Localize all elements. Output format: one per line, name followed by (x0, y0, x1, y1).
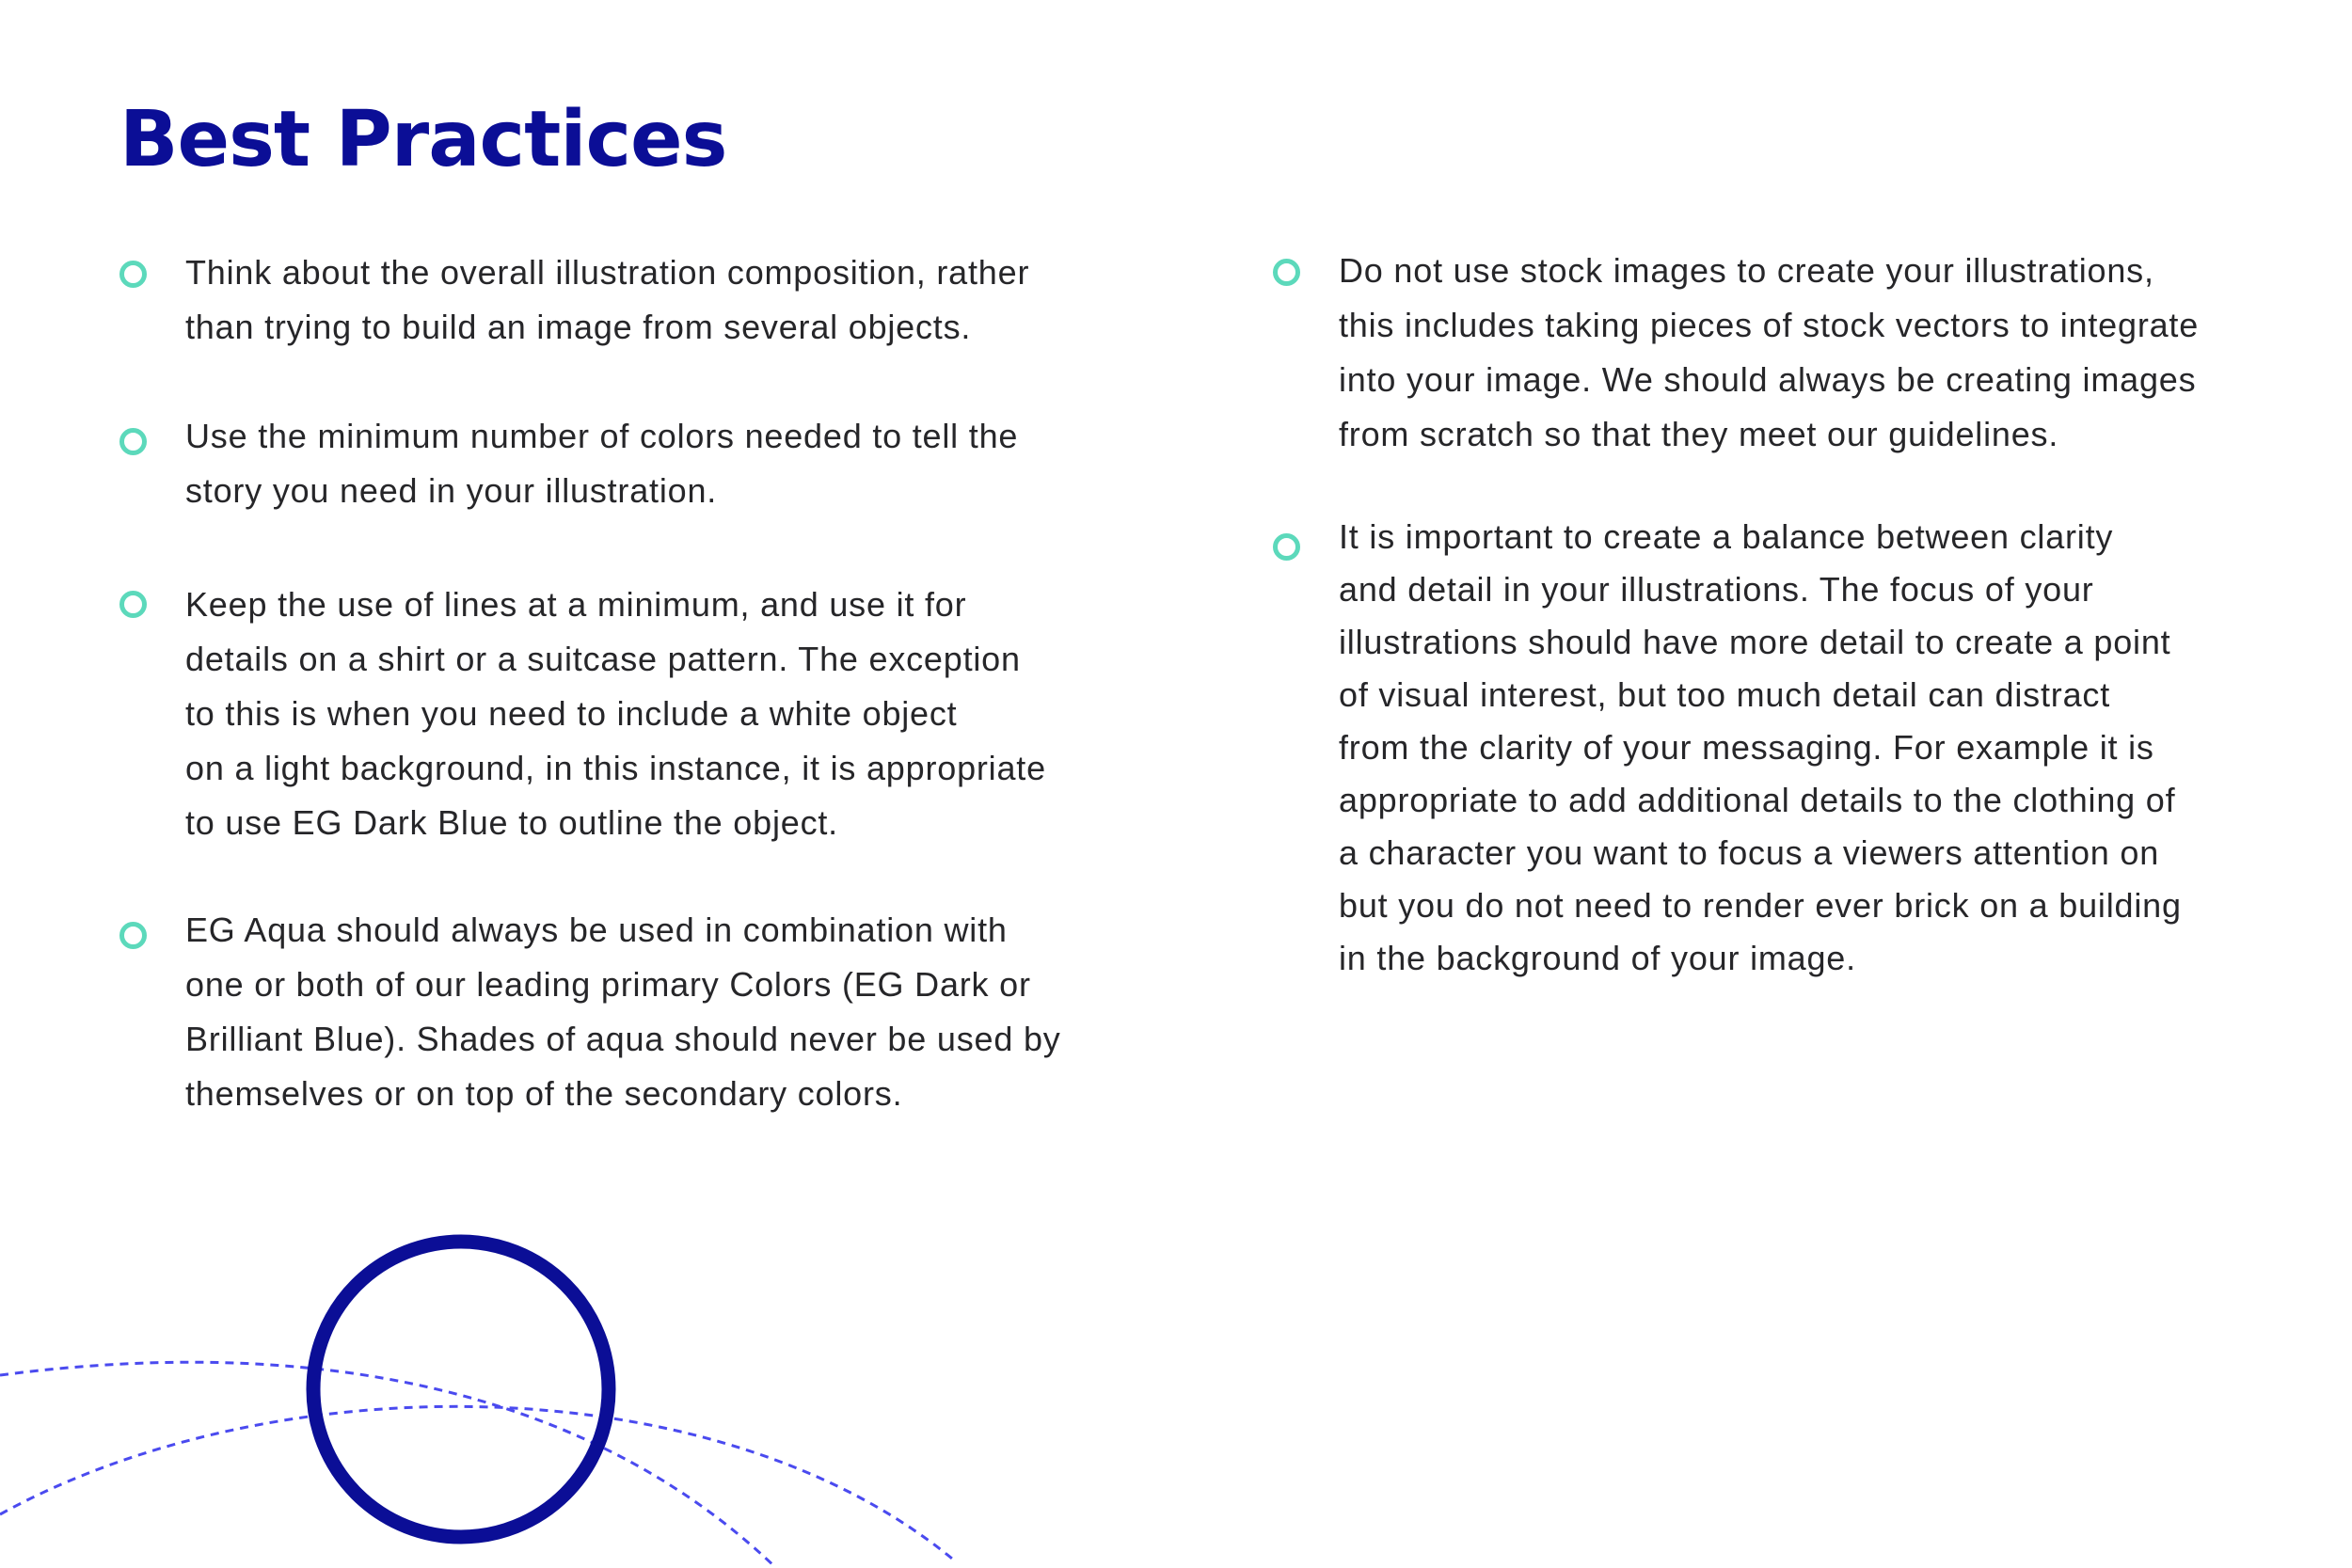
list-item-text: Do not use stock images to create your illustrations, this includes taking pieces of stock vectors to integrate into your image. We should always be creating images from scratch so that they meet our guidelines. (1339, 251, 2200, 453)
list-item-text: It is important to create a balance between clarity and detail in your illustrations. The focus of your illustrations should have more detail to create a point of visual interest, but too much detail can distract from the clarity of your messaging. For example it is appropriate to add additional details to the clothing of a character you want to focus a viewers attention on but you do not need to render ever brick on a building in the background of your image. (1339, 517, 2182, 977)
circle-outline-icon (119, 922, 147, 949)
list-item-text: Use the minimum number of colors needed to tell the story you need in your illustration. (185, 417, 1019, 510)
list-item-text: Think about the overall illustration composition, rather than trying to build an image from several objects. (185, 253, 1030, 346)
list-item-text: Keep the use of lines at a minimum, and use it for details on a shirt or a suitcase pattern. The exception to this is when you need to include a white object on a light background, in this instance, it is appropriate to use EG Dark Blue to outline the object. (185, 585, 1046, 842)
circle-outline-icon (1273, 259, 1300, 286)
circle-outline-icon (119, 428, 147, 455)
decorative-graphic (0, 1185, 1035, 1568)
dashed-arc-icon (0, 1362, 776, 1568)
circle-outline-icon (119, 591, 147, 618)
ring-graphic-icon (313, 1242, 609, 1537)
list-item-text: EG Aqua should always be used in combination with one or both of our leading primary Colors (EG Dark or Brilliant Blue). Shades of aqua should never be used by themselves or on top of the secondary colors. (185, 911, 1061, 1113)
circle-outline-icon (119, 261, 147, 288)
page-title: Best Practices (119, 95, 727, 184)
circle-outline-icon (1273, 533, 1300, 561)
